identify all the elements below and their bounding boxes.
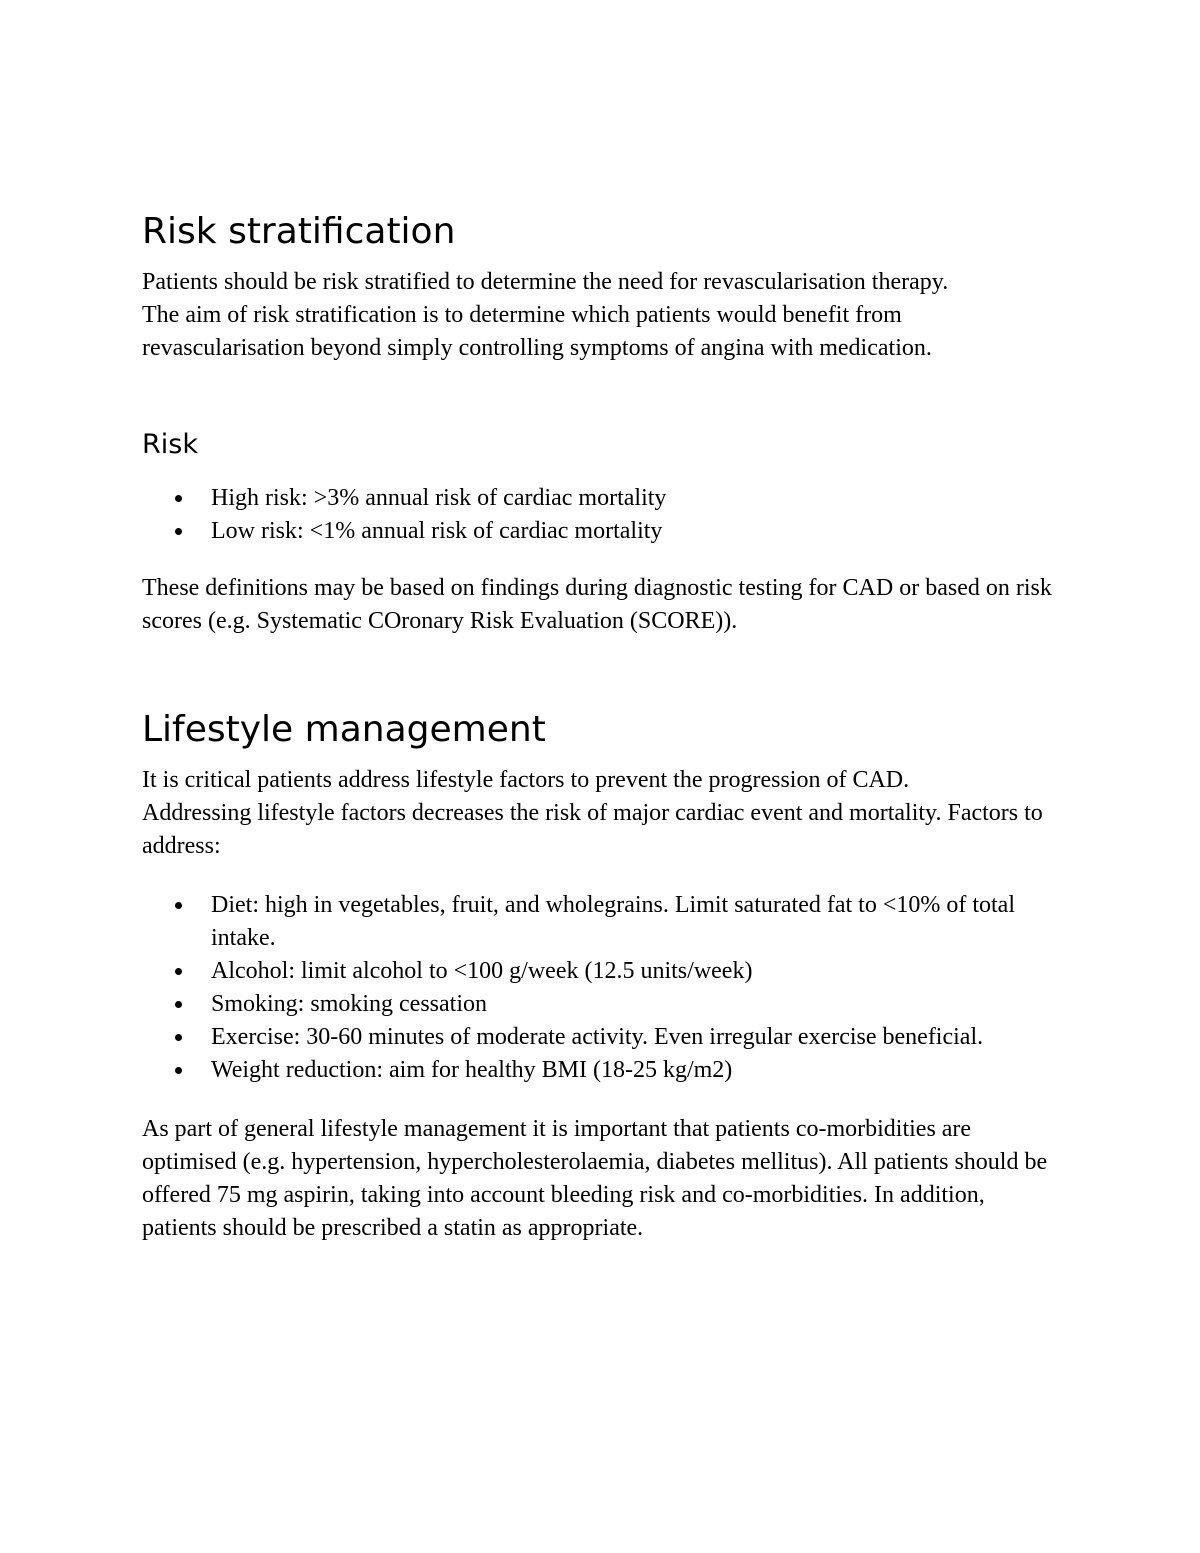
list-item: Smoking: smoking cessation [211,988,1062,1021]
heading-risk: Risk [142,429,198,461]
list-item: Alcohol: limit alcohol to <100 g/week (12.5 units/week) [211,955,1062,988]
paragraph-line: Patients should be risk stratified to determine the need for revascularisation therapy. [142,269,949,296]
heading-lifestyle-management: Lifestyle management [142,708,546,750]
paragraph-lifestyle-intro [142,764,1062,863]
risk-list [142,482,1062,548]
paragraph-risk-stratification-intro [142,266,1062,365]
heading-risk-stratification: Risk stratification [142,211,456,252]
document-content [142,210,1062,1245]
list-item: Diet: high in vegetables, fruit, and wholegrains. Limit saturated fat to <10% of total intake. [211,889,1062,955]
paragraph-risk-definitions: These definitions may be based on findings during diagnostic testing for CAD or based on risk scores (e.g. Systematic COronary Risk Evaluation (SCORE)). [142,574,1052,634]
paragraph-line: It is critical patients address lifestyle factors to prevent the progression of CAD. [142,766,910,793]
list-item: Low risk: <1% annual risk of cardiac mortality [211,515,1062,548]
paragraph-line: The aim of risk stratification is to determine which patients would benefit from revascularisation beyond simply controlling symptoms of angina with medication. [142,302,932,362]
lifestyle-factors-list [142,889,1062,1087]
list-item: Weight reduction: aim for healthy BMI (18-25 kg/m2) [211,1054,1062,1087]
list-item: Exercise: 30-60 minutes of moderate activity. Even irregular exercise beneficial. [211,1021,1062,1054]
list-item: High risk: >3% annual risk of cardiac mortality [211,482,1062,515]
paragraph-lifestyle-closing: As part of general lifestyle management it is important that patients co-morbidities are optimised (e.g. hypertension, hypercholesterolaemia, diabetes mellitus). All patients should be offered 75 mg aspirin, taking into account bleeding risk and co-morbidities. In addition, patients should be prescribed a statin as appropriate. [142,1115,1048,1241]
paragraph-line: Addressing lifestyle factors decreases the risk of major cardiac event and mortality. Factors to address: [142,799,1043,859]
